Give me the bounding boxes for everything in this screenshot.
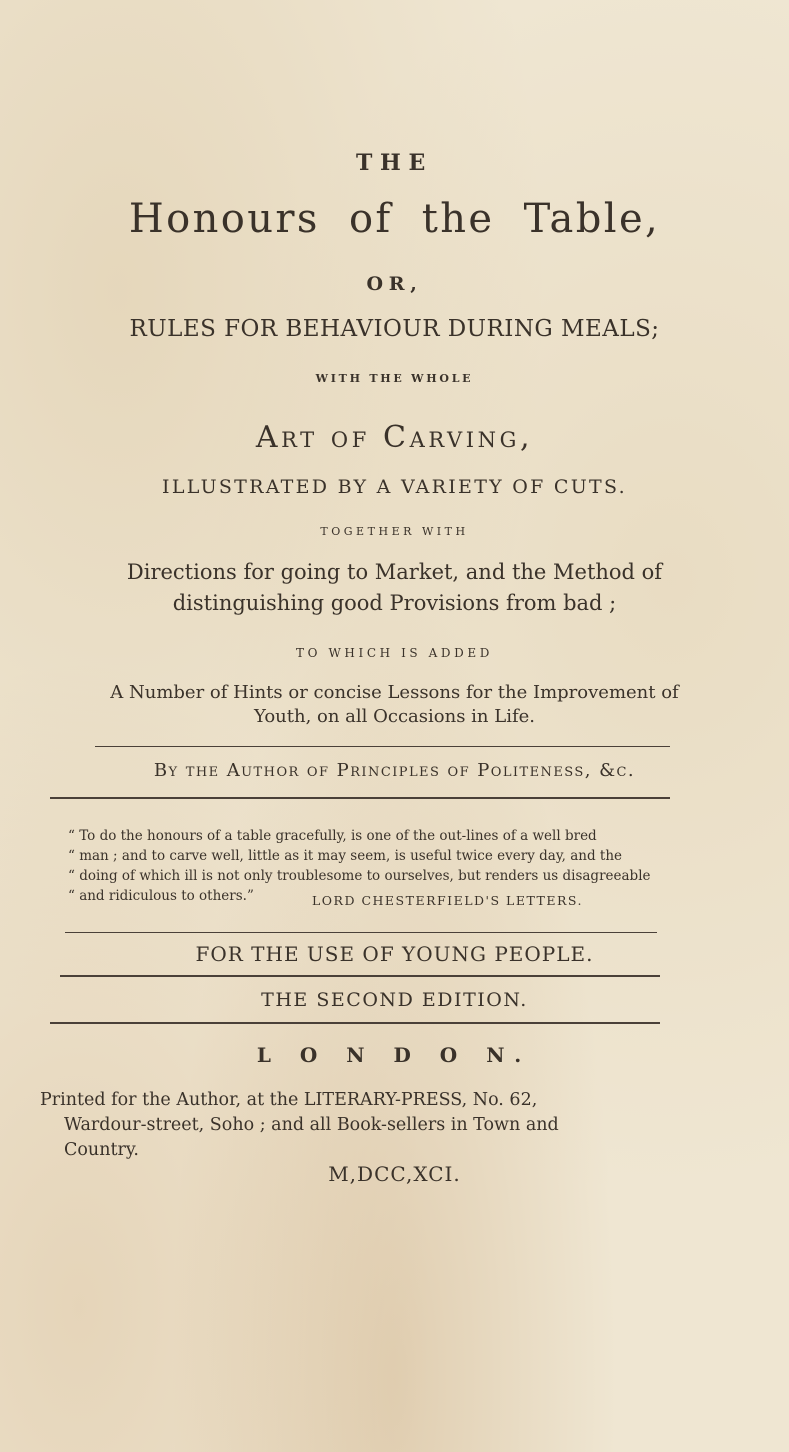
- imprint: [40, 1088, 700, 1163]
- rule-2: [50, 797, 670, 799]
- or-line: OR,: [366, 273, 423, 295]
- quote-line: “ man ; and to carve well, little as it may seem, is useful twice every day, and the: [68, 848, 623, 864]
- main-title: Honours of the Table,: [128, 196, 661, 242]
- quote-line: “ doing of which ill is not only troublesome to ourselves, but renders us disagreeable: [68, 868, 651, 884]
- quote-attribution: LORD CHESTERFIELD'S LETTERS.: [312, 893, 583, 908]
- imprint-line: Printed for the Author, at the LITERARY-PRESS, No. 62,: [40, 1090, 538, 1110]
- date-line: M,DCC,XCI.: [328, 1162, 461, 1186]
- imprint-line: Wardour-street, Soho ; and all Book-sellers in Town and: [64, 1115, 559, 1135]
- quote-line: “ and ridiculous to others.”: [68, 888, 254, 904]
- rule-5: [50, 1022, 660, 1024]
- directions-line-2: distinguishing good Provisions from bad ;: [172, 591, 617, 615]
- imprint-line: Country.: [64, 1140, 139, 1160]
- art-of-carving: Art of Carving,: [255, 420, 534, 455]
- rule-1: [95, 746, 670, 747]
- the-heading: THE: [355, 150, 434, 176]
- rule-3: [65, 932, 657, 933]
- edition-line: THE SECOND EDITION.: [261, 989, 528, 1011]
- together-with: TOGETHER WITH: [320, 525, 469, 538]
- illustrated-line: ILLUSTRATED BY A VARIETY OF CUTS.: [162, 476, 627, 498]
- subtitle: RULES FOR BEHAVIOUR DURING MEALS;: [129, 316, 660, 342]
- rule-4: [60, 975, 660, 977]
- with-the-whole: WITH THE WHOLE: [315, 372, 474, 385]
- hints-line-2: Youth, on all Occasions in Life.: [254, 706, 535, 727]
- author-line: By the Author of Principles of Politeness, &c.: [153, 760, 636, 781]
- to-which-is-added: TO WHICH IS ADDED: [296, 646, 493, 660]
- city-line: L O N D O N.: [256, 1043, 533, 1067]
- hints-line-1: A Number of Hints or concise Lessons for the Improvement of: [110, 682, 679, 703]
- directions-line-1: Directions for going to Market, and the Method of: [126, 560, 663, 584]
- quote-line: “ To do the honours of a table gracefully, is one of the out-lines of a well bred: [68, 828, 597, 844]
- for-use-line: FOR THE USE OF YOUNG PEOPLE.: [195, 942, 594, 966]
